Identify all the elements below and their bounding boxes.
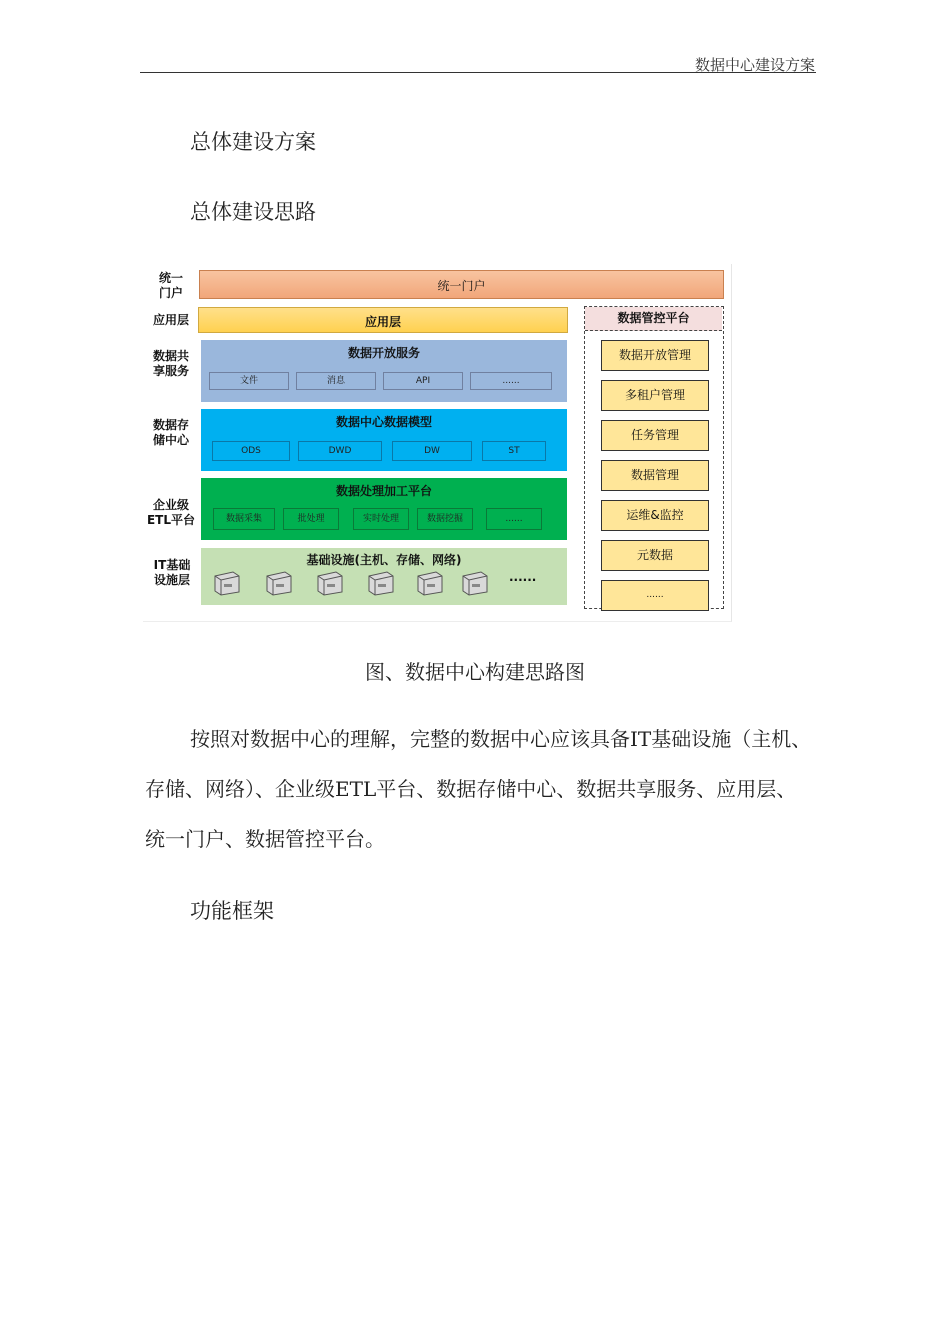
storage-band <box>201 409 567 471</box>
server-icon <box>211 570 241 596</box>
heading-function-framework: 功能框架 <box>190 899 274 923</box>
app-band <box>198 307 568 333</box>
etl-cell-collect: 数据采集 <box>213 508 275 530</box>
side-label-storage: 数据存 储中心 <box>152 418 189 447</box>
infra-band-title: 基础设施(主机、存储、网络) <box>306 553 462 567</box>
storage-band-title: 数据中心数据模型 <box>335 415 432 429</box>
server-icon <box>314 570 344 596</box>
infra-more: ...... <box>509 570 537 584</box>
side-label-portal: 统一 门户 <box>158 271 183 300</box>
gov-item-more: ...... <box>601 580 709 611</box>
side-label-app: 应用层 <box>152 313 189 327</box>
heading-overall-plan: 总体建设方案 <box>190 130 316 154</box>
gov-item-open-data: 数据开放管理 <box>601 340 709 371</box>
architecture-diagram <box>143 264 732 622</box>
gov-item-multi-tenant: 多租户管理 <box>601 380 709 411</box>
storage-cell-st: ST <box>482 441 546 461</box>
etl-cell-batch: 批处理 <box>283 508 339 530</box>
infra-band <box>201 548 567 605</box>
share-cell-message: 消息 <box>296 372 376 390</box>
share-cell-more: ...... <box>470 372 552 390</box>
body-paragraph: 按照对数据中心的理解，完整的数据中心应该具备IT基础设施（主机、存储、网络）、企业级ETL平台、数据存储中心、数据共享服务、应用层、统一门户、数据管控平台。 <box>145 727 812 851</box>
governance-title: 数据管控平台 <box>585 307 722 331</box>
gov-item-metadata: 元数据 <box>601 540 709 571</box>
header-rule <box>140 72 816 73</box>
storage-cell-ods: ODS <box>212 441 290 461</box>
storage-cell-dwd: DWD <box>298 441 382 461</box>
gov-item-ops-monitor: 运维&监控 <box>601 500 709 531</box>
figure-caption: 图、数据中心构建思路图 <box>365 660 585 684</box>
etl-band <box>201 478 567 540</box>
server-icon <box>414 570 444 596</box>
server-icon <box>365 570 395 596</box>
server-icon <box>459 570 489 596</box>
share-cell-file: 文件 <box>209 372 289 390</box>
governance-panel <box>584 306 724 609</box>
side-label-etl: 企业级 ETL平台 <box>146 498 196 527</box>
side-label-share: 数据共 享服务 <box>152 349 189 378</box>
portal-band <box>199 270 724 299</box>
etl-cell-more: ...... <box>486 508 542 530</box>
etl-band-title: 数据处理加工平台 <box>335 484 432 498</box>
share-cell-api: API <box>383 372 463 390</box>
heading-overall-approach: 总体建设思路 <box>190 200 316 224</box>
running-header: 数据中心建设方案 <box>694 56 815 74</box>
server-icon <box>263 570 293 596</box>
app-band-title: 应用层 <box>364 315 401 329</box>
share-band-title: 数据开放服务 <box>347 346 420 360</box>
etl-cell-mining: 数据挖掘 <box>417 508 473 530</box>
side-label-infra: IT基础 设施层 <box>153 558 191 587</box>
gov-item-task: 任务管理 <box>601 420 709 451</box>
share-band <box>201 340 567 402</box>
portal-band-title: 统一门户 <box>437 279 486 293</box>
storage-cell-dw: DW <box>392 441 472 461</box>
etl-cell-realtime: 实时处理 <box>353 508 409 530</box>
gov-item-data: 数据管理 <box>601 460 709 491</box>
